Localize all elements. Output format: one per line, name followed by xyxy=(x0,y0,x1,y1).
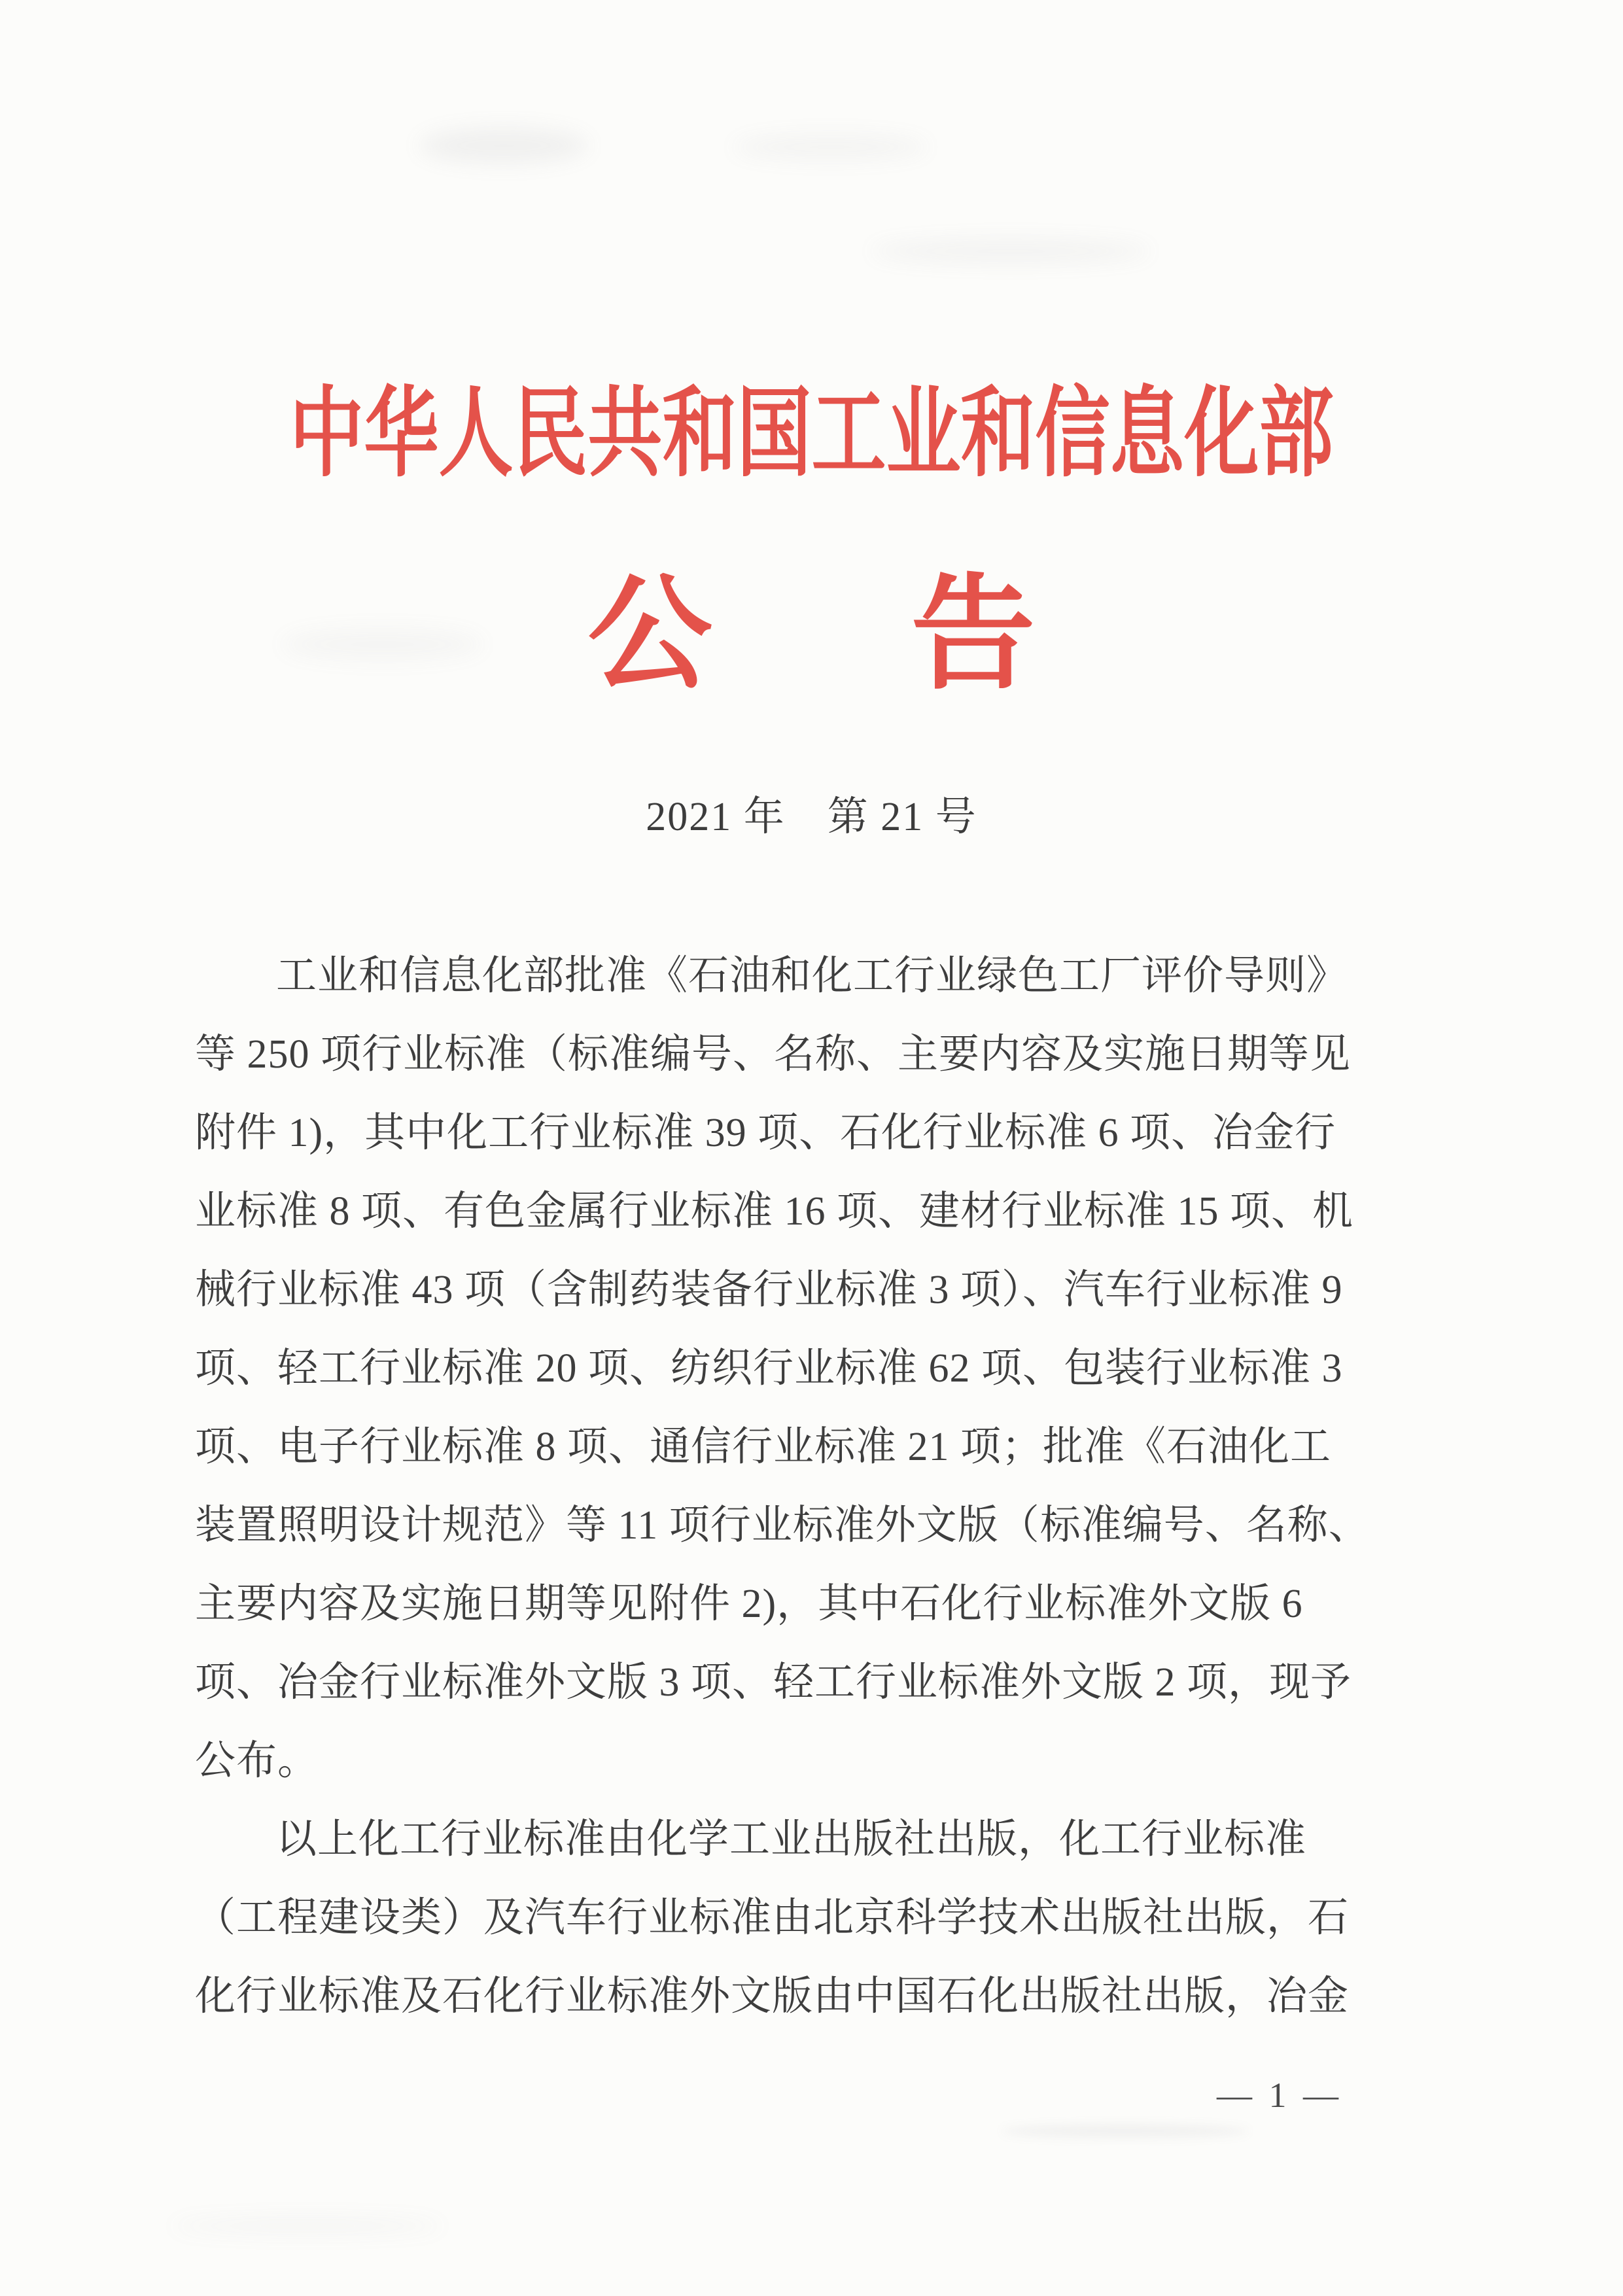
body-line: 以上化工行业标准由化学工业出版社出版，化工行业标准 xyxy=(276,1817,1307,1862)
body-line: 化行业标准及石化行业标准外文版由中国石化出版社出版，冶金 xyxy=(195,1974,1350,2019)
body-line: 项、电子行业标准 8 项、通信行业标准 21 项；批准《石油化工 xyxy=(195,1425,1332,1469)
body-line: 械行业标准 43 项（含制药装备行业标准 3 项）、汽车行业标准 9 xyxy=(195,1268,1343,1312)
body-line: 项、冶金行业标准外文版 3 项、轻工行业标准外文版 2 项，现予 xyxy=(195,1660,1352,1705)
body-line: 等 250 项行业标准（标准编号、名称、主要内容及实施日期等见 xyxy=(195,1032,1352,1077)
announcement-body xyxy=(195,937,1444,2036)
body-line: 主要内容及实施日期等见附件 2)，其中石化行业标准外文版 6 xyxy=(195,1582,1303,1626)
body-line: 装置照明设计规范》等 11 项行业标准外文版（标准编号、名称、 xyxy=(195,1503,1370,1548)
page-number: — 1 — xyxy=(1217,2076,1342,2115)
document-title: 中华人民共和国工业和信息化部 xyxy=(289,380,1334,489)
body-line: 附件 1)，其中化工行业标准 39 项、石化行业标准 6 项、冶金行 xyxy=(195,1111,1336,1155)
scan-artifact xyxy=(170,2218,445,2235)
body-line: 业标准 8 项、有色金属行业标准 16 项、建材行业标准 15 项、机 xyxy=(195,1189,1354,1234)
issue-number-line: 2021 年 第 21 号 xyxy=(646,795,977,839)
body-line: 工业和信息化部批准《石油和化工行业绿色工厂评价导则》 xyxy=(276,954,1348,998)
document-subtitle-gonggao: 公 告 xyxy=(587,567,1073,704)
scan-artifact xyxy=(733,134,929,160)
scan-artifact xyxy=(1001,2125,1249,2138)
body-line: （工程建设类）及汽车行业标准由北京科学技术出版社出版，石 xyxy=(195,1896,1350,1940)
body-line: 项、轻工行业标准 20 项、纺织行业标准 62 项、包装行业标准 3 xyxy=(195,1346,1343,1391)
scan-artifact xyxy=(419,128,589,164)
body-line: 公布。 xyxy=(195,1739,319,1783)
scan-artifact xyxy=(870,239,1151,264)
